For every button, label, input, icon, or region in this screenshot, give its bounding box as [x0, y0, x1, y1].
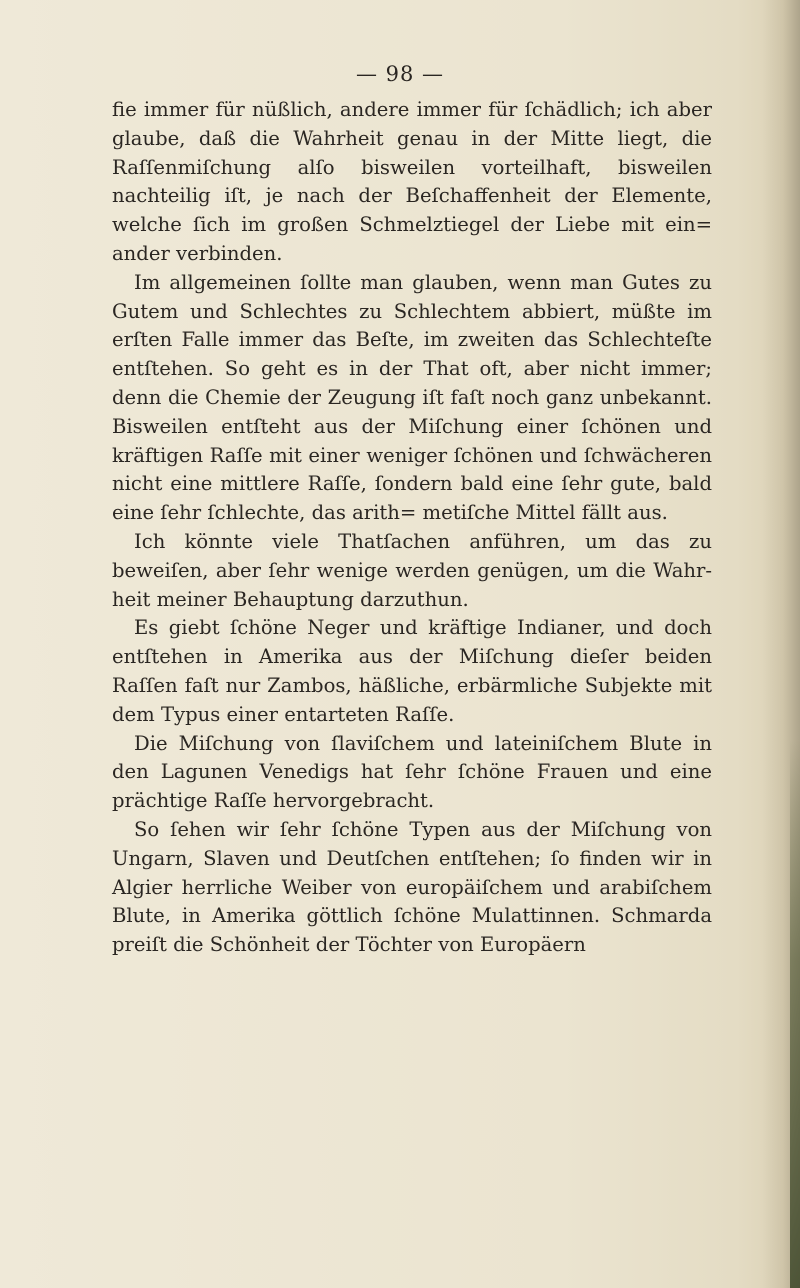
paragraph: Im allgemeinen ſollte man glauben, wenn man Gutes zu Gutem und Schlechtes zu Schlechtem abbiert, müßte im erſten Falle immer das Beſte, im zweiten das Schlechteſte entſtehen. So geht es in der That oft, aber nicht immer; denn die Chemie der Zeugung iſt faſt noch ganz unbekannt. Bisweilen entſteht aus der Miſchung einer ſchönen und kräftigen Raſſe mit einer weniger ſchönen und ſchwächeren nicht eine mittlere Raſſe, ſondern bald eine ſehr gute, bald eine ſehr ſchlechte, das arith= metiſche Mittel fällt aus.: [112, 270, 712, 525]
body-text: [112, 96, 712, 960]
paragraph: Die Miſchung von ſlaviſchem und lateiniſchem Blute in den Lagunen Venedigs hat ſehr ſchöne Frauen und eine prächtige Raſſe hervorgebracht.: [112, 731, 712, 813]
page-edge-stain: [790, 740, 800, 1288]
paragraph: So ſehen wir ſehr ſchöne Typen aus der Miſchung von Ungarn, Slaven und Deutſchen entſtehen; ſo finden wir in Algier herrliche Weiber von europäiſchem und arabiſchem Blute, in Amerika göttlich ſchöne Mulattinnen. Schmarda preiſt die Schönheit der Töchter von Europäern: [112, 817, 712, 957]
paragraph: Ich könnte viele Thatſachen anführen, um das zu beweiſen, aber ſehr wenige werden genügen, um die Wahr- heit meiner Behauptung darzuthun.: [112, 529, 712, 611]
paragraph: Es giebt ſchöne Neger und kräftige Indianer, und doch entſtehen in Amerika aus der Miſchung dieſer beiden Raſſen faſt nur Zambos, häßliche, erbärmliche Subjekte mit dem Typus einer entarteten Raſſe.: [112, 616, 712, 726]
paragraph: fie immer für nüßlich, andere immer für ſchädlich; ich aber glaube, daß die Wahrheit genau in der Mitte liegt, die Raſſenmiſchung alſo bisweilen vorteilhaft, bisweilen nachteilig iſt, je nach der Beſchaffenheit der Elemente, welche ſich im großen Schmelztiegel der Liebe mit ein= ander verbinden.: [112, 98, 712, 265]
page-number: — 98 —: [355, 62, 445, 86]
